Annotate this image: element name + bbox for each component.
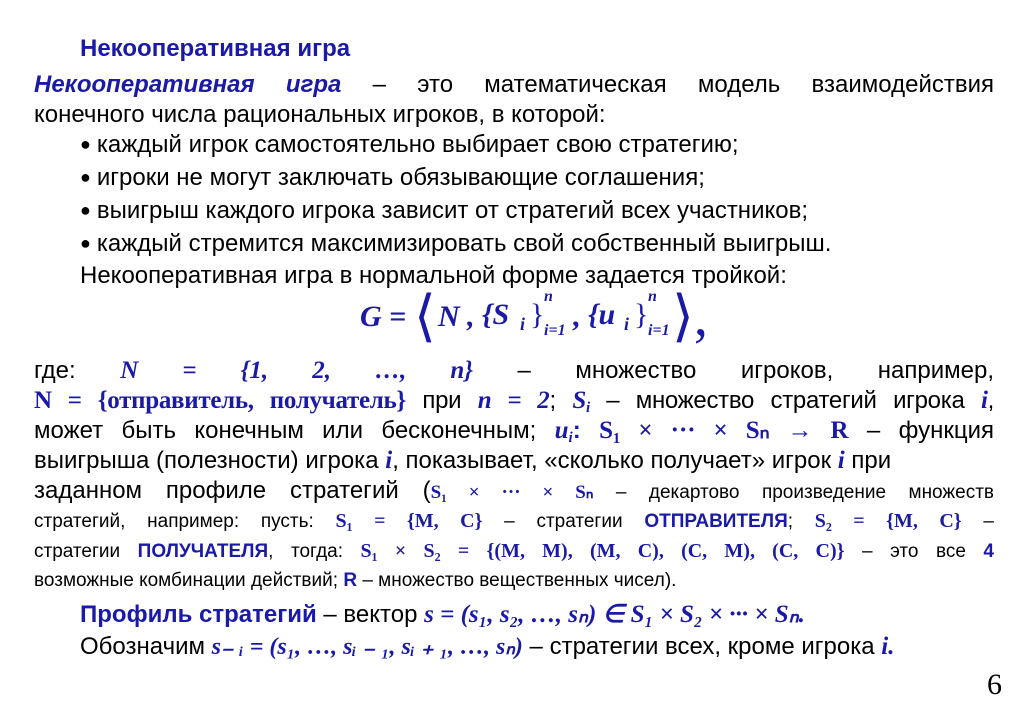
definition-line-1 [34, 70, 994, 100]
formula-u-sup: n [648, 288, 657, 305]
player-index: i. [881, 633, 895, 660]
text: выигрыша (полезности) игрока [34, 447, 386, 474]
profile-start-line [34, 476, 994, 508]
bullet-text: каждый стремится максимизировать свой собственный выигрыш. [96, 230, 832, 257]
where-line [34, 356, 994, 386]
definition-text: – это математическая модель взаимодействия [341, 71, 994, 98]
players-condition: n = 2 [477, 387, 550, 414]
bullet-icon: ● [80, 200, 91, 220]
formula-u-range: i=1 [648, 322, 670, 339]
formula-rangle: ⟩, [672, 286, 708, 348]
where-dash: – [517, 357, 531, 384]
players-set: N = {1, 2, …, n} [120, 357, 473, 384]
players-example: N = {отправитель, получатель} [34, 387, 406, 414]
formula-u: {u [588, 298, 616, 331]
page-number: 6 [987, 668, 1002, 701]
text: – стратегии [482, 511, 645, 532]
payoff-symbol: u [554, 417, 569, 444]
strategy-set-symbol: S [572, 387, 586, 414]
formula-u-close: } [634, 298, 649, 331]
text: Обозначим [80, 633, 212, 660]
others-profile: s₋ ᵢ = (s₁, …, sᵢ ₋ ₁, sᵢ ₊ ₁, …, sₙ) [211, 634, 523, 660]
player-index: i [385, 447, 393, 474]
text: стратегии [34, 541, 138, 562]
normal-form-intro: Некооперативная игра в нормальной форме задается тройкой: [80, 262, 787, 289]
player-index: i [980, 387, 988, 414]
where-word: множество [575, 357, 697, 384]
definition-term: Некооперативная игра [34, 71, 342, 98]
formula-s-range: i=1 [544, 322, 566, 339]
text: , показывает, «сколько получает» игрок [392, 447, 838, 474]
formula-lhs: G = [360, 300, 407, 333]
text: заданном профиле стратегий ( [34, 477, 431, 504]
bullet-icon: ● [80, 134, 91, 154]
text: – множество стратегий игрока [589, 387, 981, 414]
slide-heading: Некооперативная игра [80, 35, 351, 62]
formula-u-sub: i [624, 314, 630, 334]
where-word: например, [877, 357, 994, 384]
text: – стратегии всех, кроме игрока [522, 633, 882, 660]
reals-symbol: R [343, 570, 358, 591]
text: – вектор [316, 601, 425, 628]
where-word: игроков, [740, 357, 834, 384]
bullet-icon: ● [80, 233, 91, 253]
formula-s-sup: n [544, 288, 553, 305]
text: при [844, 447, 892, 474]
text: , [987, 387, 994, 414]
profile-vector: s = (s₁, s₂, …, sₙ) ∈ S₁ × S₂ × ··· × Sₙ. [424, 601, 805, 628]
bullet-text: выигрыш каждого игрока зависит от стратегий всех участников; [96, 197, 809, 224]
strategy-set-sub: i [585, 400, 590, 416]
strategy-profiles: S₁ × S₂ = {(M, M), (M, C), (C, M), (C, C)} [360, 540, 845, 562]
text: стратегий, например: пусть: [34, 511, 336, 532]
bullet-item [80, 130, 739, 161]
text: – множество вещественных чисел). [357, 570, 677, 591]
player-index: i [837, 447, 845, 474]
bullet-item [80, 229, 831, 260]
formula-s-close: } [530, 298, 545, 331]
receiver-strategies: S₂ = {M, C} [814, 510, 962, 532]
formula-s-sub: i [520, 314, 526, 334]
text: ; [549, 387, 573, 414]
sender-strategies: S₁ = {M, C} [335, 510, 483, 532]
text: может быть конечным или бесконечным; [34, 417, 555, 444]
bullet-text: игроки не могут заключать обязывающие соглашения; [96, 164, 705, 191]
combo-count: 4 [983, 541, 994, 562]
where-label: где: [34, 357, 76, 384]
profile-term: Профиль стратегий [80, 601, 317, 628]
profile-definition [80, 600, 994, 630]
formula-n: N , [438, 300, 475, 333]
text: – это все [844, 541, 984, 562]
example-line [34, 508, 994, 535]
combos-line [34, 566, 676, 596]
sender-label: ОТПРАВИТЕЛЯ [644, 511, 788, 532]
text: возможные комбинации действий; [34, 570, 344, 591]
formula-langle: ⟨ [414, 286, 436, 348]
text: – функция [848, 417, 994, 444]
formula-comma: , [572, 300, 580, 333]
notation-line [80, 632, 895, 662]
bullet-item [80, 196, 808, 227]
formula-s: {S [482, 298, 510, 331]
text: – декартово произведение множеств [593, 482, 994, 503]
text: при [405, 387, 478, 414]
payoff-mapping: S₁ × ··· × Sₙ → R [599, 417, 849, 444]
bullet-item [80, 163, 705, 194]
payoff-colon: : [572, 417, 600, 444]
cartesian-product: S₁ × ··· × Sₙ [430, 482, 594, 503]
payoff-sub: i [568, 430, 573, 446]
bullet-icon: ● [80, 167, 91, 187]
text: – [961, 511, 994, 532]
definition-line-2: конечного числа рациональных игроков, в которой: [34, 101, 606, 128]
receiver-label: ПОЛУЧАТЕЛЯ [137, 541, 269, 562]
payoff-line [34, 446, 891, 476]
text: ; [787, 511, 815, 532]
text: , тогда: [268, 541, 361, 562]
receiver-line [34, 538, 994, 565]
bullet-text: каждый игрок самостоятельно выбирает свою стратегию; [96, 131, 739, 158]
